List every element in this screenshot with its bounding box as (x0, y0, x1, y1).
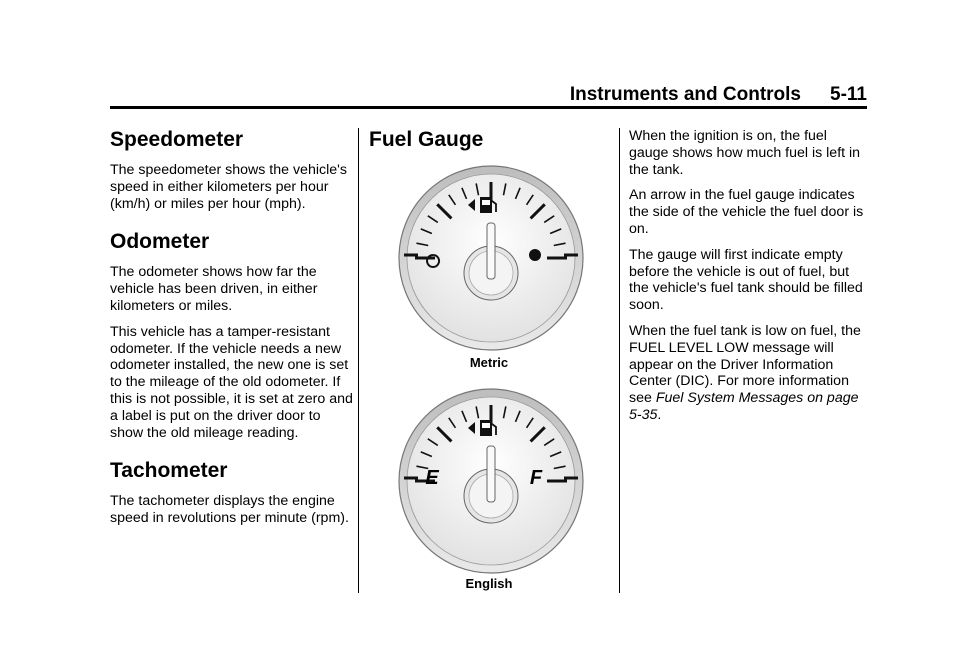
metric-caption: Metric (469, 355, 509, 370)
fuel-gauge-heading: Fuel Gauge (369, 128, 484, 151)
tachometer-text: The tachometer displays the engine speed in revolutions per minute (rpm). (110, 493, 349, 527)
full-symbol (529, 249, 541, 261)
header-rule (110, 106, 867, 109)
column-middle (369, 128, 609, 162)
empty-letter: E (425, 467, 439, 489)
odometer-text-2: This vehicle has a tamper-resistant odometer. If the vehicle needs a new odometer installed, the new one is set to the mileage of the old odometer. If this is not possible, it is set at zero and a label is put on the driver door to show the old mileage reading. (110, 323, 353, 441)
odometer-text-1: The odometer shows how far the vehicle has been driven, in either kilometers or miles. (110, 264, 318, 314)
cross-reference-link[interactable]: Fuel System Messages on page 5-35 (629, 390, 859, 423)
speedometer-text: The speedometer shows the vehicle's speed in either kilometers per hour (km/h) or miles per hour (mph). (110, 162, 347, 212)
english-fuel-gauge (396, 386, 586, 576)
column-divider (358, 128, 359, 593)
fuel-text-4 (629, 323, 869, 424)
odometer-heading: Odometer (110, 230, 210, 254)
column-divider (619, 128, 620, 593)
metric-fuel-gauge (396, 163, 586, 353)
page-header (110, 84, 867, 106)
page-number: 5-11 (830, 84, 867, 105)
column-left (110, 128, 355, 536)
fuel-text-2: An arrow in the fuel gauge indicates the side of the vehicle the fuel door is on. (629, 187, 864, 237)
column-right (629, 128, 869, 433)
fuel-text-4-lead: When the fuel tank is low on fuel, the FUEL LEVEL LOW message will appear on the Driver Information Center (DIC). For more information see (629, 322, 861, 407)
english-caption: English (465, 576, 513, 591)
speedometer-heading: Speedometer (110, 128, 244, 151)
fuel-text-4-end: . (657, 406, 662, 423)
fuel-text-3: The gauge will first indicate empty before the vehicle is out of fuel, but the vehicle's fuel tank should be filled soon. (629, 246, 863, 314)
section-title: Instruments and Controls (569, 84, 801, 105)
full-letter: F (529, 467, 543, 489)
fuel-text-1: When the ignition is on, the fuel gauge shows how much fuel is left in the tank. (629, 128, 861, 178)
tachometer-heading: Tachometer (110, 459, 228, 483)
